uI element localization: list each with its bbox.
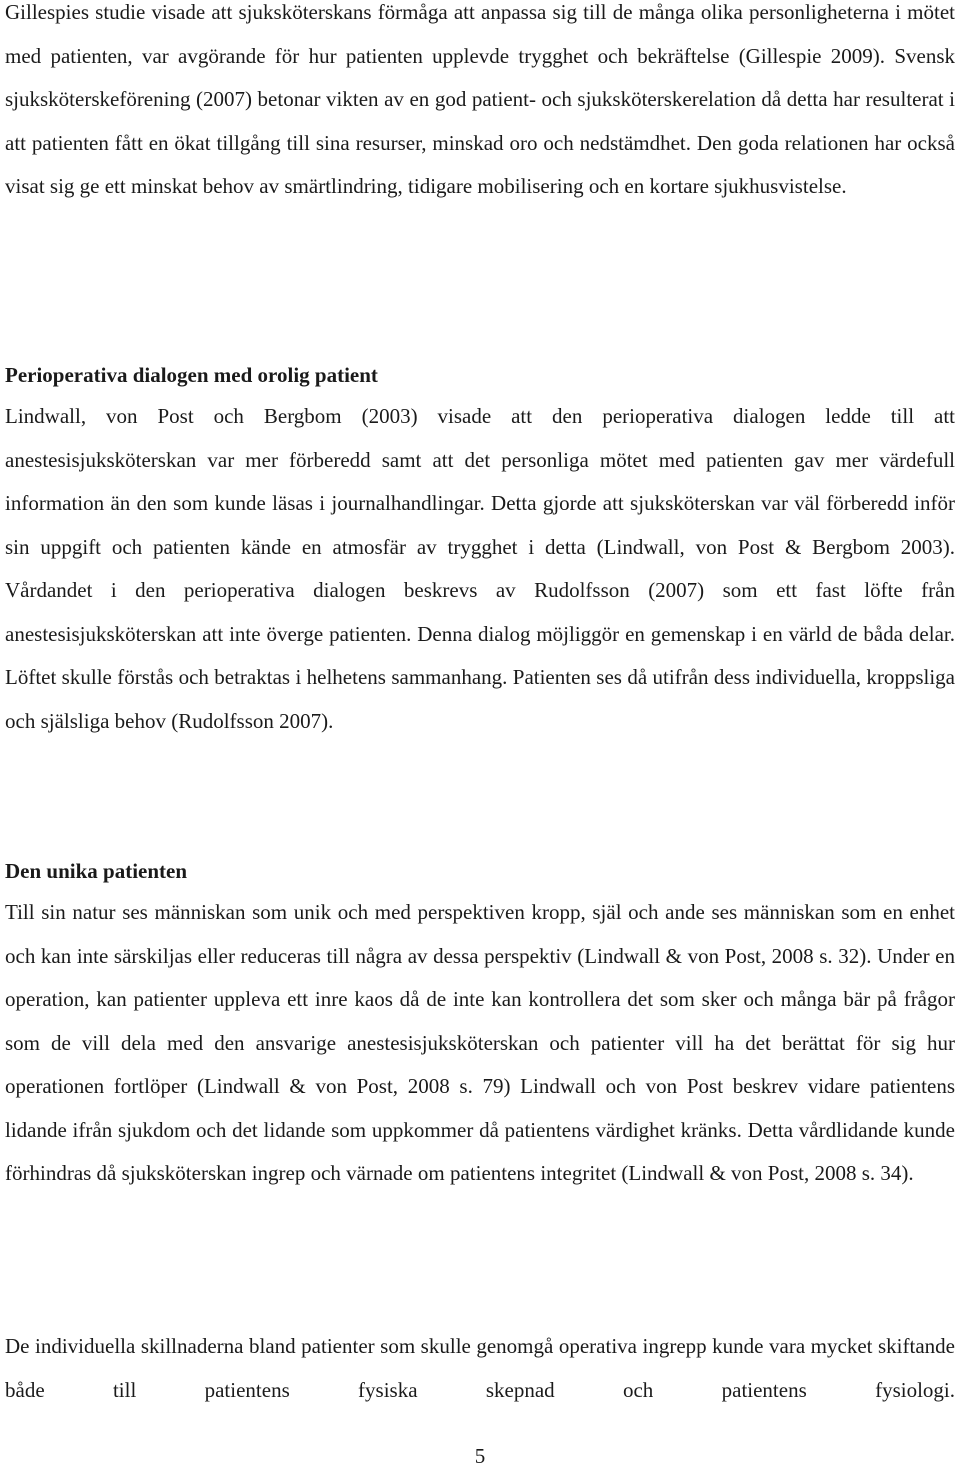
page-number: 5	[474, 1444, 486, 1468]
paragraph-intro: Gillespies studie visade att sjuksköterskans förmåga att anpassa sig till de många olika personligheterna i mötet med patienten, var avgörande för hur patienten upplevde trygghet och bekräftelse (Gillespie 2009). Svensk sjuksköterskeförening (2007) betonar vikten av en god patient- och sjuksköterskerelation då detta har resulterat i att patienten fått en ökat tillgång till sina resurser, minskad oro och nedstämdhet. Den goda relationen har också visat sig ge ett minskat behov av smärtlindring, tidigare mobilisering och en kortare sjukhusvistelse.	[5, 0, 955, 198]
section-heading-unika-patienten: Den unika patienten	[5, 859, 188, 883]
paragraph-unika-patienten: Till sin natur ses människan som unik och med perspektiven kropp, själ och ande ses människan som en enhet och kan inte särskiljas eller reduceras till några av dessa perspektiv (Lindwall & von Post, 2008 s. 32). Under en operation, kan patienter uppleva ett inre kaos då de inte kan kontrollera det som sker och många bär på frågor som de vill dela med den ansvarige anestesisjuksköterskan och patienter vill ha det berättat för sig hur operationen fortlöper (Lindwall & von Post, 2008 s. 79) Lindwall och von Post beskrev vidare patientens lidande ifrån sjukdom och det lidande som uppkommer då patientens värdighet kränks. Detta vårdlidande kunde förhindras då sjuksköterskan ingrep och värnade om patientens integritet (Lindwall & von Post, 2008 s. 34).	[5, 900, 955, 1185]
paragraph-perioperativa-dialogen: Lindwall, von Post och Bergbom (2003) visade att den perioperativa dialogen ledde till att anestesisjuksköterskan var mer förberedd samt att det personliga mötet med patienten gav mer värdefull information än den som kunde läsas i journalhandlingar. Detta gjorde att sjuksköterskan var väl förberedd inför sin uppgift och patienten kände en atmosfär av trygghet i detta (Lindwall, von Post & Bergbom 2003). Vårdandet i den perioperativa dialogen beskrevs av Rudolfsson (2007) som ett fast löfte från anestesisjuksköterskan att inte överge patienten. Denna dialog möjliggör en gemenskap i en värld de båda delar. Löftet skulle förstås och betraktas i helhetens sammanhang. Patienten ses då utifrån dess individuella, kroppsliga och själsliga behov (Rudolfsson 2007).	[5, 404, 955, 733]
section-heading-perioperativa-dialogen: Perioperativa dialogen med orolig patient	[5, 363, 378, 387]
paragraph-individuella-skillnader: De individuella skillnaderna bland patienter som skulle genomgå operativa ingrepp kunde vara mycket skiftande både till patientens fysiska skepnad och patientens fysiologi.	[5, 1334, 955, 1402]
